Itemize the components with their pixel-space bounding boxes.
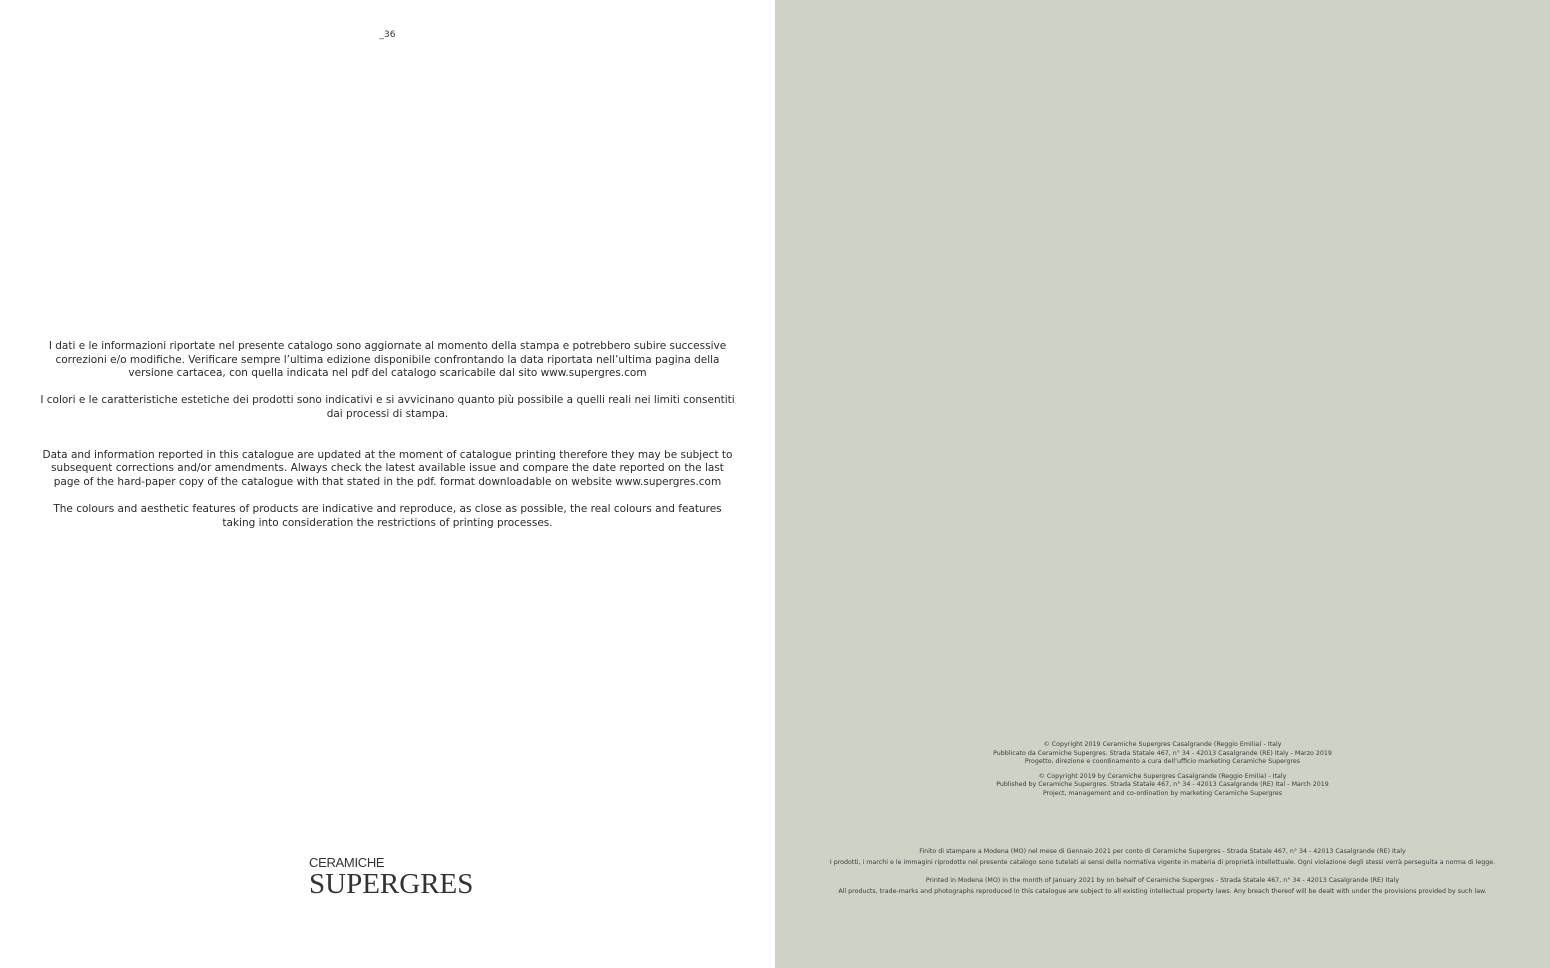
imprint-en-copyright: © Copyright 2019 by Ceramiche Supergres Casalgrande (Reggio Emilia) - Italy — [1038, 772, 1287, 780]
legal-en-rights: All products, trade-marks and photographs reproduced in this catalogue are subject to all existing intellectual property laws. Any breach thereof will be dealt with under the provisions provided by such law. — [838, 888, 1487, 895]
imprint-italian — [775, 741, 1550, 767]
disclaimer-it-colours: I colori e le caratteristiche estetiche dei prodotti sono indicativi e si avvicinano quanto più possibile a quelli reali nei limiti consentiti dai processi di stampa. — [40, 394, 735, 420]
legal-italian — [775, 846, 1550, 868]
legal-it-rights: I prodotti, i marchi e le immagini riprodotte nel presente catalogo sono tutelati ai sensi della normativa vigente in materia di proprietà intellettuale. Ogni violazione degli stessi verrà perseguita a norma di legge. — [829, 859, 1496, 866]
disclaimer-en-colours: The colours and aesthetic features of products are indicative and reproduce, as close as possible, the real colours and features taking into consideration the restrictions of printing processes. — [53, 502, 722, 529]
legal-it-printed: Finito di stampare a Modena (MO) nel mese di Gennaio 2021 per conto di Ceramiche Supergres - Strada Statale 467, n° 34 - 42013 Casalgrande (RE) Italy — [919, 848, 1406, 855]
legal-notice — [775, 846, 1550, 904]
logo-ceramiche-text: CERAMICHE — [309, 855, 385, 870]
logo-supergres-text: SUPERGRES — [309, 868, 474, 900]
imprint-it-copyright: © Copyright 2019 Ceramiche Supergres Casalgrande (Reggio Emilia) - Italy — [1043, 741, 1282, 748]
legal-english — [775, 875, 1550, 897]
disclaimer-en-data: Data and information reported in this catalogue are updated at the moment of catalogue printing therefore they may be subject to subsequent corrections and/or amendments. Always check the latest available issue and compare the date reported on the last page of the hard-paper copy of the catalogue with that stated in the pdf. format downloadable on website www.supergres.com — [42, 448, 733, 488]
legal-en-printed: Printed in Modena (MO) in the month of January 2021 by on behalf of Ceramiche Supergres - Strada Statale 467, n° 34 - 42013 Casalgrande (RE) Italy — [925, 877, 1400, 884]
disclaimer-text — [40, 340, 735, 530]
ceramiche-supergres-logo — [309, 856, 473, 898]
disclaimer-it-data: I dati e le informazioni riportate nel presente catalogo sono aggiornate al momento della stampa e potrebbero subire successive correzioni e/o modifiche. Verificare sempre l’ultima edizione disponibile confrontando la data riportata nell’ultima pagina della versione cartacea, con quella indicata nel pdf del catalogo scaricabile dal sito www.supergres.com — [48, 340, 727, 380]
imprint-it-publisher: Pubblicato da Ceramiche Supergres. Strada Statale 467, n° 34 - 42013 Casalgrande (RE) Italy - Marzo 2019 — [993, 749, 1332, 757]
copyright-imprint — [775, 741, 1550, 805]
page-number: _36 — [379, 30, 396, 40]
right-page — [775, 0, 1550, 968]
imprint-it-project: Progetto, direzione e coordinamento a cura dell’ufficio marketing Ceramiche Supergres — [1024, 758, 1301, 766]
imprint-english — [775, 773, 1550, 799]
imprint-en-project: Project, management and co-ordination by marketing Ceramiche Supergres — [1042, 789, 1283, 797]
imprint-en-publisher: Published by Ceramiche Supergres. Strada Statale 467, n° 34 - 42013 Casalgrande (RE) Ital - March 2019 — [996, 781, 1329, 789]
